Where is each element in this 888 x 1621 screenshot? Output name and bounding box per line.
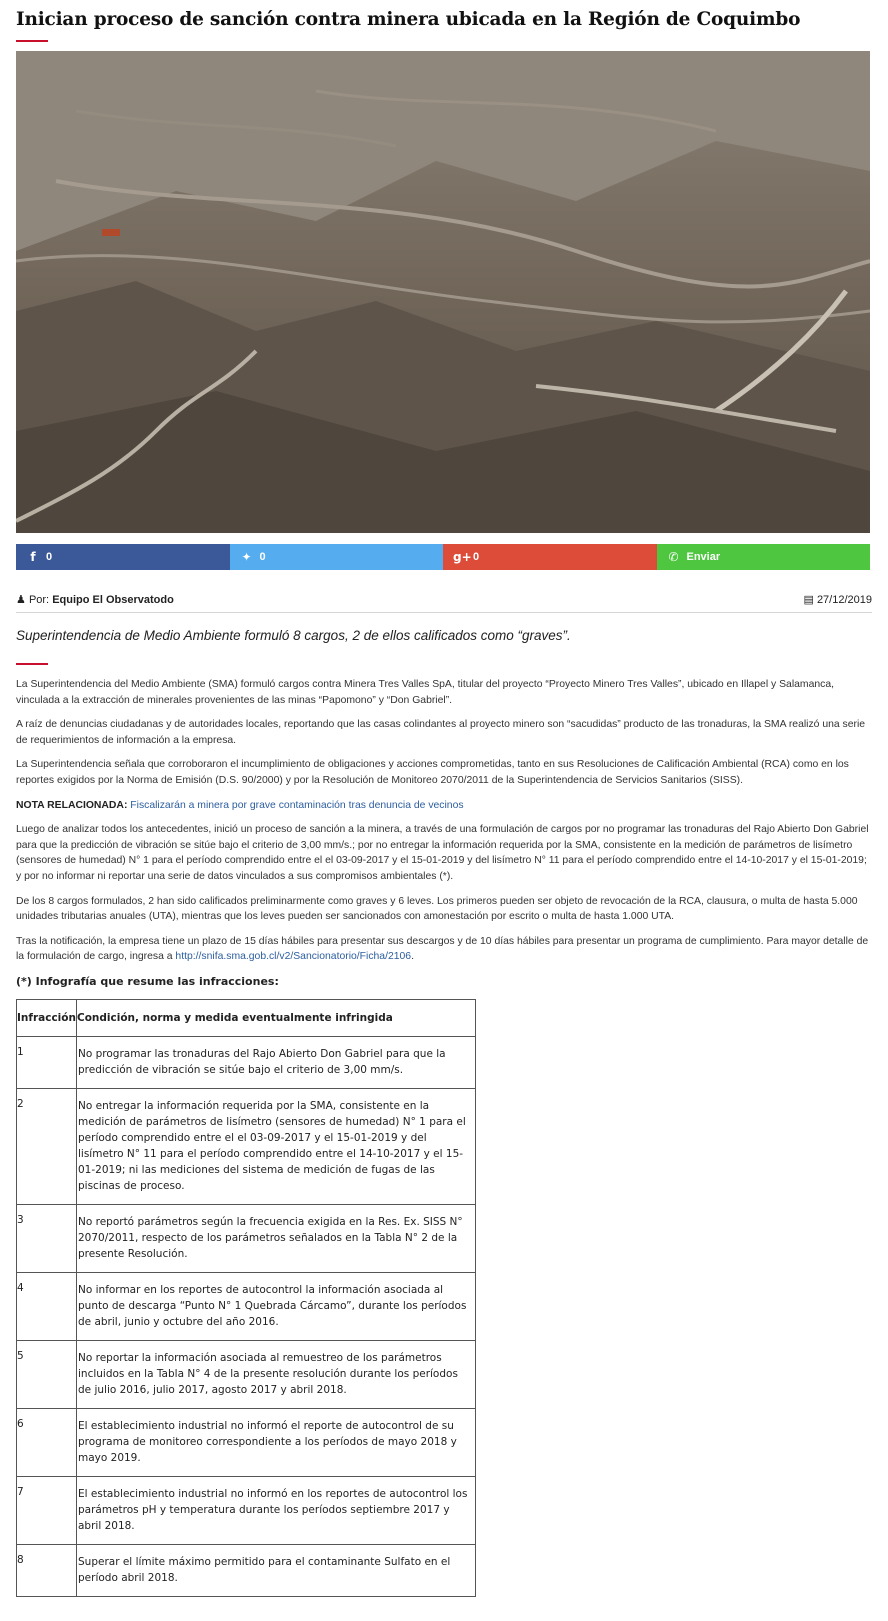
meta-divider: [16, 612, 872, 613]
table-row: [17, 1544, 476, 1596]
gplus-icon: g+: [453, 550, 472, 564]
row-description: No reportó parámetros según la frecuencia exigida en la Res. Ex. SISS N° 2070/2011, respecto de los parámetros señalados en la Tabla N° 2 de la presente Resolución.: [77, 1204, 476, 1272]
paragraph-6: [16, 934, 872, 965]
title-underline: [16, 40, 48, 42]
row-description: Superar el límite máximo permitido para el contaminante Sulfato en el período abril 2018.: [77, 1544, 476, 1596]
row-description: No entregar la información requerida por la SMA, consistente en la medición de parámetros de lisímetro (sensores de humedad) N° 1 para el período comprendido entre el el 03-09-2017 y el 15-01-2019 y del lisímetro N° 11 para el período comprendido entre el 14-10-2017 y el 15-01-2019; ni las mediciones del sistema de medición de fugas de las piscinas de proceso.: [77, 1088, 476, 1204]
infractions-table: [16, 999, 476, 1597]
infografia-heading: (*) Infografía que resume las infracciones:: [16, 974, 279, 988]
related-note: [16, 798, 872, 814]
hero-image-mine: [16, 51, 870, 533]
share-bar: [16, 544, 870, 570]
row-description: El establecimiento industrial no informó el reporte de autocontrol de su programa de monitoreo correspondiente a los períodos de mayo 2018 y mayo 2019.: [77, 1408, 476, 1476]
twitter-count: 0: [259, 551, 266, 563]
paragraph-2: A raíz de denuncias ciudadanas y de autoridades locales, reportando que las casas colindantes al proyecto minero son “sacudidas” producto de las tronaduras, la SMA realizó una serie de requerimientos de información a la empresa.: [16, 719, 866, 746]
author-prefix: Por:: [28, 593, 50, 606]
article-title: Inician proceso de sanción contra minera ubicada en la Región de Coquimbo: [16, 9, 801, 30]
mine-photo: [16, 51, 870, 533]
row-description: No informar en los reportes de autocontrol la información asociada al punto de descarga “Punto N° 1 Quebrada Cárcamo”, durante los períodos de abril, junio y octubre del año 2016.: [77, 1272, 476, 1340]
publish-date: 27/12/2019: [816, 593, 872, 606]
row-description: No programar las tronaduras del Rajo Abierto Don Gabriel para que la predicción de vibración se sitúe bajo el criterio de 3,00 mm/s.: [77, 1036, 476, 1088]
whatsapp-share-button[interactable]: [657, 544, 871, 570]
whatsapp-icon: ✆: [668, 550, 679, 564]
user-icon: ♟: [16, 593, 26, 606]
snifa-link[interactable]: http://snifa.sma.gob.cl/v2/Sancionatorio/Ficha/2106: [175, 951, 412, 963]
paragraph-3: La Superintendencia señala que corroboraron el incumplimiento de obligaciones y acciones comprometidas, tanto en sus Resoluciones de Calificación Ambiental (RCA) como en los reportes exigidos por la Norma de Emisión (D.S. 90/2000) y por la Resolución de Monitoreo 2070/2011 de la Superintendencia de Servicios Sanitarios (SISS).: [16, 759, 849, 786]
table-row: [17, 1088, 476, 1204]
whatsapp-label: Enviar: [686, 551, 721, 563]
twitter-share-button[interactable]: [230, 544, 444, 570]
article-meta: [16, 591, 872, 607]
gplus-count: 0: [473, 551, 480, 563]
byline: [16, 593, 174, 606]
related-note-link[interactable]: Fiscalizarán a minera por grave contaminación tras denuncia de vecinos: [130, 799, 464, 811]
paragraph-6-end: .: [411, 951, 414, 963]
facebook-share-button[interactable]: [16, 544, 230, 570]
facebook-count: 0: [46, 551, 53, 563]
table-row: [17, 1408, 476, 1476]
article-lead: Superintendencia de Medio Ambiente formuló 8 cargos, 2 de ellos calificados como “graves”.: [16, 628, 571, 643]
calendar-icon: ▤: [803, 593, 814, 606]
row-number: 4: [17, 1272, 77, 1340]
row-number: 8: [17, 1544, 77, 1596]
row-number: 2: [17, 1088, 77, 1204]
paragraph-6-text: Tras la notificación, la empresa tiene un plazo de 15 días hábiles para presentar sus descargos y de 10 días hábiles para presentar un programa de cumplimiento. Para mayor detalle de la formulación de cargo, ingresa a: [16, 935, 869, 963]
table-row: [17, 1204, 476, 1272]
col-header-infraccion: Infracción: [17, 999, 77, 1036]
author-name: Equipo El Observatodo: [52, 593, 174, 606]
gplus-share-button[interactable]: [443, 544, 657, 570]
col-header-condicion: Condición, norma y medida eventualmente infringida: [77, 999, 476, 1036]
paragraph-1: La Superintendencia del Medio Ambiente (SMA) formuló cargos contra Minera Tres Valles SpA, titular del proyecto “Proyecto Minero Tres Valles”, ubicado en Illapel y Salamanca, vinculada a la extracción de minerales provenientes de las minas “Papomono” y “Don Gabriel”.: [16, 679, 834, 706]
table-row: [17, 1340, 476, 1408]
paragraph-4: Luego de analizar todos los antecedentes, inició un proceso de sanción a la minera, a través de una formulación de cargos por no programar las tronaduras del Rajo Abierto Don Gabriel para que la predicción de vibración se sitúe bajo el criterio de 3,00 mm/s.; por no entregar la información requerida por la SMA, consistente en la medición de parámetros de lisímetro (sensores de humedad) N° 1 para el período comprendido entre el el 03-09-2017 y el 15-01-2019 y del lisímetro N° 11 para el período comprendido entre el 14-10-2017 y el 15-01-2019; y por no informar ni reportar una serie de datos vinculados a sus compromisos ambientales (*).: [16, 824, 869, 882]
row-number: 7: [17, 1476, 77, 1544]
row-number: 6: [17, 1408, 77, 1476]
row-number: 3: [17, 1204, 77, 1272]
date-block: [803, 593, 872, 606]
table-header-row: [17, 999, 476, 1036]
paragraph-5: De los 8 cargos formulados, 2 han sido calificados preliminarmente como graves y 6 leves. Los primeros pueden ser objeto de revocación de la RCA, clausura, o multa de hasta 5.000 unidades tributarias anuales (UTA), mientras que los leves pueden ser sancionados con amonestación por escrito o multa de hasta 1.000 UTA.: [16, 895, 858, 923]
row-description: El establecimiento industrial no informó en los reportes de autocontrol los parámetros pH y temperatura durante los períodos septiembre 2017 y abril 2018.: [77, 1476, 476, 1544]
related-note-label: NOTA RELACIONADA:: [16, 799, 128, 811]
row-description: No reportar la información asociada al remuestreo de los parámetros incluidos en la Tabla N° 4 de la presente resolución durante los períodos de julio 2016, julio 2017, agosto 2017 y abril 2018.: [77, 1340, 476, 1408]
twitter-icon: ✦: [241, 550, 252, 564]
table-row: [17, 1476, 476, 1544]
article-body: [16, 677, 872, 965]
lead-underline: [16, 663, 48, 665]
table-row: [17, 1272, 476, 1340]
row-number: 1: [17, 1036, 77, 1088]
table-row: [17, 1036, 476, 1088]
facebook-icon: f: [30, 550, 36, 564]
row-number: 5: [17, 1340, 77, 1408]
